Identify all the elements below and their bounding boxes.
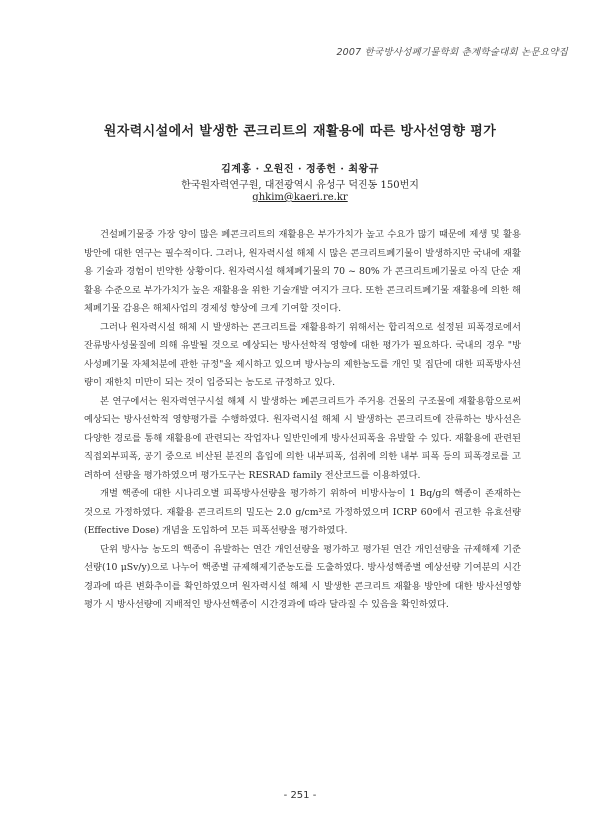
paper-title: 원자력시설에서 발생한 콘크리트의 재활용에 따른 방사선영향 평가: [103, 124, 497, 139]
author-list: 김계홍 · 오원진 · 정종헌 · 최왕규: [221, 164, 379, 175]
running-head: 2007 한국방사성폐기물학회 춘계학술대회 논문요약집: [336, 47, 568, 58]
paragraph: 건설폐기물중 가장 양이 많은 폐콘크리트의 재활용은 부가가치가 높고 수요가 많기 때문에 제생 및 활용방안에 대한 연구는 필수적이다. 그러나, 원자력시설 해체 시 많은 콘크리트폐기물이 발생하지만 국내에 재활용 기술과 경험이 빈약한 상황이다. 원자력시설 해체폐기물의 70 ~ 80% 가 콘크리트폐기물로 아직 단순 재활용 수준으로 부가가치가 높은 재활용을 위한 기술개발 여지가 크다. 또한 콘크리트폐기물 재활용에 의한 해체폐기물 감용은 해체사업의 경제성 향상에 크게 기여할 것이다.: [84, 229, 521, 314]
author-email: ghkim@kaeri.re.kr: [252, 192, 348, 203]
paragraph: 본 연구에서는 원자력연구시설 해체 시 발생하는 폐콘크리트가 주거용 건물의 구조물에 재활용함으로써 예상되는 방사선학적 영향평가를 수행하였다. 원자력시설 해체 시 발생하는 콘크리트에 잔류하는 방사선은 다양한 경로를 통해 재활용에 관련되는 작업자나 일반인에게 방사선피폭을 유발할 수 있다. 재활용에 관련된 직접외부피폭, 공기 중으로 비산된 분진의 흡입에 의한 내부피폭, 섭취에 의한 내부 피폭 등의 피폭경로를 고려하여 선량을 평가하였으며 평가도구는 RESRAD family 전산코드를 이용하였다.: [84, 395, 521, 481]
paragraph: 그러나 원자력시설 해체 시 발생하는 콘크리트를 재활용하기 위해서는 합리적으로 설정된 피폭경로에서 잔류방사성물질에 의해 유발될 것으로 예상되는 방사선학적 영향에 대한 평가가 필요하다. 국내의 경우 "방사성폐기물 자체처분에 관한 규정"을 제시하고 있으며 방사능의 제한농도를 개인 및 집단에 대한 피폭방사선량이 재한치 미만이 되는 것이 입증되는 농도로 규정하고 있다.: [84, 321, 521, 388]
affiliation: 한국원자력연구원, 대전광역시 유성구 덕진동 150번지: [181, 180, 419, 191]
abstract-body: [84, 226, 521, 615]
paragraph: 단위 방사능 농도의 핵종이 유발하는 연간 개인선량을 평가하고 평가된 연간 개인선량을 규제해제 기준선량(10 μSv/y)으로 나누어 핵종별 규제해제기준농도를 도출하였다. 방사성핵종별 예상선량 기여분의 시간경과에 따른 변화추이를 확인하였으며 원자력시설 해체 시 발생한 콘크리트 재활용 방안에 대한 방사선영향평가 시 방사선량에 지배적인 방사선핵종이 시간경과에 따라 달라질 수 있음을 확인하였다.: [84, 543, 521, 610]
page-number: - 251 -: [283, 790, 317, 801]
paragraph: 개별 핵종에 대한 시나리오별 피폭방사선량을 평가하기 위하여 비방사능이 1 Bq/g의 핵종이 존재하는 것으로 가정하였다. 재활용 콘크리트의 밀도는 2.0 g/cm³로 가정하였으며 ICRP 60에서 권고한 유효선량(Effective Dose) 개념을 도입하여 모든 피폭선량을 평가하였다.: [84, 488, 521, 536]
